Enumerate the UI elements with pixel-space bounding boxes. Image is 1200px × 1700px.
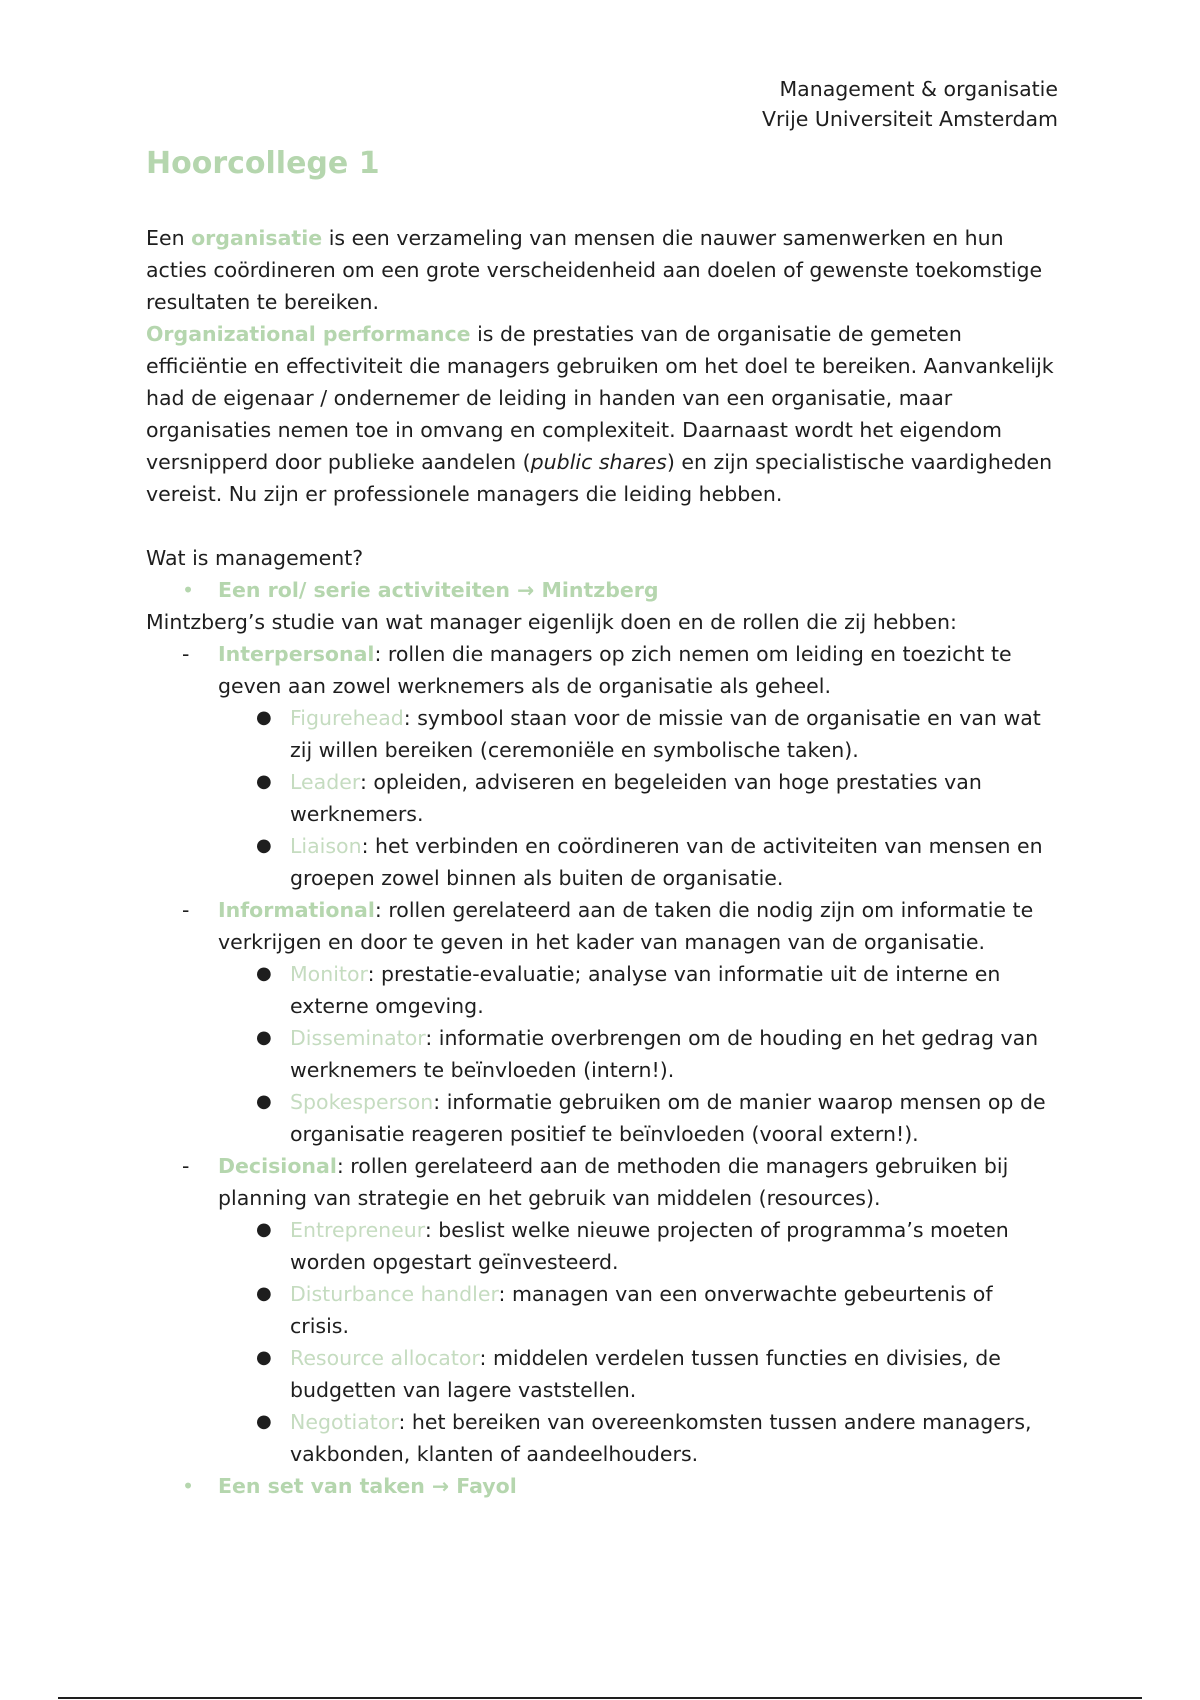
subrole-item (146, 1022, 1056, 1086)
dash-icon: - (182, 1154, 190, 1178)
subrole-item (146, 830, 1056, 894)
subrole-desc: : prestatie-evaluatie; analyse van informatie uit de interne en externe omgeving. (290, 962, 1001, 1018)
bullet-fayol: Een set van taken → Fayol (218, 1474, 517, 1498)
university-name: Vrije Universiteit Amsterdam (761, 107, 1058, 131)
main-bullet-list (146, 574, 1056, 606)
bullet-icon: ● (256, 1219, 272, 1240)
list-item (146, 574, 1056, 606)
mintzberg-intro: Mintzberg’s studie van wat manager eigenlijk doen en de rollen die zij hebben: (146, 610, 957, 634)
text-run: is een verzameling van mensen die nauwer samenwerken en hun acties coördineren om een grote verscheidenheid aan doelen of gewenste toekomstige resultaten te bereiken. (146, 226, 1043, 314)
bullet-icon: • (182, 1474, 195, 1498)
subrole-desc: : middelen verdelen tussen functies en divisies, de budgetten van lagere vaststellen. (290, 1346, 1001, 1402)
list-item (146, 1470, 1056, 1502)
document-body (146, 222, 1056, 1502)
bullet-icon: • (182, 578, 195, 602)
italic-term: public shares (530, 450, 667, 474)
subrole-desc: : opleiden, adviseren en begeleiden van hoge prestaties van werknemers. (290, 770, 982, 826)
subrole-name: Leader (290, 770, 360, 794)
subrole-desc: : informatie overbrengen om de houding en het gedrag van werknemers te beïnvloeden (intern!). (290, 1026, 1039, 1082)
subrole-list (218, 1214, 1056, 1470)
subrole-desc: : symbool staan voor de missie van de organisatie en van wat zij willen bereiken (ceremoniële en symbolische taken). (290, 706, 1041, 762)
subrole-item (146, 1278, 1056, 1342)
subrole-desc: : informatie gebruiken om de manier waarop mensen op de organisatie reageren positief te beïnvloeden (vooral extern!). (290, 1090, 1046, 1146)
subrole-name: Spokesperson (290, 1090, 434, 1114)
role-item (146, 1150, 1056, 1470)
subrole-name: Liaison (290, 834, 362, 858)
subrole-item (146, 1214, 1056, 1278)
bullet-icon: ● (256, 963, 272, 984)
role-item (146, 638, 1056, 894)
subrole-list (218, 702, 1056, 894)
bullet-icon: ● (256, 1091, 272, 1112)
subrole-name: Monitor (290, 962, 368, 986)
bullet-mintzberg: Een rol/ serie activiteiten → Mintzberg (218, 578, 659, 602)
roles-list (146, 638, 1056, 1470)
role-item (146, 894, 1056, 1150)
subrole-name: Figurehead (290, 706, 404, 730)
subrole-desc: : het bereiken van overeenkomsten tussen andere managers, vakbonden, klanten of aandeelhouders. (290, 1410, 1032, 1466)
subrole-desc: : beslist welke nieuwe projecten of programma’s moeten worden opgestart geïnvesteerd. (290, 1218, 1009, 1274)
subrole-item (146, 702, 1056, 766)
subrole-item (146, 1342, 1056, 1406)
bullet-icon: ● (256, 835, 272, 856)
role-desc: : rollen gerelateerd aan de methoden die managers gebruiken bij planning van strategie en het gebruik van middelen (resources). (218, 1154, 1009, 1210)
intro-paragraph-1 (146, 222, 1056, 318)
subrole-name: Resource allocator (290, 1346, 480, 1370)
question-line: Wat is management? (146, 546, 364, 570)
subrole-desc: : managen van een onverwachte gebeurtenis of crisis. (290, 1282, 993, 1338)
footer-divider (58, 1697, 1142, 1699)
page-title: Hoorcollege 1 (146, 146, 380, 181)
role-desc: : rollen die managers op zich nemen om leiding en toezicht te geven aan zowel werknemers als de organisatie als geheel. (218, 642, 1012, 698)
subrole-name: Entrepreneur (290, 1218, 425, 1242)
term-organisatie: organisatie (191, 226, 323, 250)
bullet-icon: ● (256, 771, 272, 792)
bullet-icon: ● (256, 707, 272, 728)
dash-icon: - (182, 642, 190, 666)
main-bullet-list-2 (146, 1470, 1056, 1502)
bullet-icon: ● (256, 1027, 272, 1048)
term-organizational-performance: Organizational performance (146, 322, 471, 346)
subrole-name: Negotiator (290, 1410, 399, 1434)
subrole-name: Disturbance handler (290, 1282, 499, 1306)
text-run: is de prestaties van de organisatie de gemeten efficiëntie en effectiviteit die managers gebruiken om het doel te bereiken. Aanvankelijk had de eigenaar / ondernemer de leiding in handen van een organisatie, maar organisaties nemen toe in omvang en complexiteit. Daarnaast wordt het eigendom versnipperd door publieke aandelen ( (146, 322, 1054, 474)
subrole-item (146, 958, 1056, 1022)
subrole-list (218, 958, 1056, 1150)
bullet-icon: ● (256, 1347, 272, 1368)
bullet-icon: ● (256, 1283, 272, 1304)
role-name: Decisional (218, 1154, 337, 1178)
subrole-name: Disseminator (290, 1026, 426, 1050)
role-name: Informational (218, 898, 375, 922)
course-name: Management & organisatie (779, 77, 1058, 101)
page-header (762, 74, 1058, 134)
subrole-item (146, 1406, 1056, 1470)
dash-icon: - (182, 898, 190, 922)
subrole-item (146, 766, 1056, 830)
role-name: Interpersonal (218, 642, 375, 666)
bullet-icon: ● (256, 1411, 272, 1432)
subrole-desc: : het verbinden en coördineren van de activiteiten van mensen en groepen zowel binnen als buiten de organisatie. (290, 834, 1043, 890)
intro-paragraph-2 (146, 318, 1056, 510)
text-run: ) en zijn specialistische vaardigheden vereist. Nu zijn er professionele managers die leiding hebben. (146, 450, 1053, 506)
subrole-item (146, 1086, 1056, 1150)
role-desc: : rollen gerelateerd aan de taken die nodig zijn om informatie te verkrijgen en door te geven in het kader van managen van de organisatie. (218, 898, 1034, 954)
text-run: Een (146, 226, 192, 250)
